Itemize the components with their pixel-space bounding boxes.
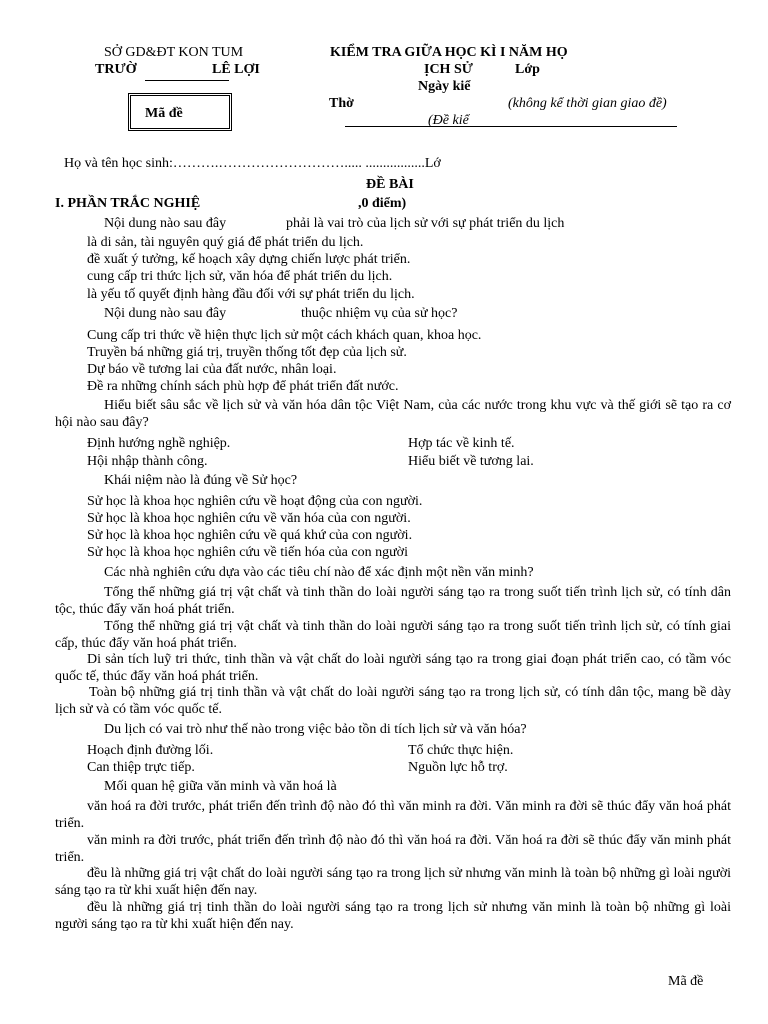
exam-grade-label: Lớp: [515, 62, 540, 77]
q2-option: Truyền bá những giá trị, truyền thống tốt đẹp của lịch sử.: [87, 345, 407, 360]
q5-option: Di sản tích luỹ tri thức, tinh thần và vật chất do loài người sáng tạo ra trong giai đoạn phát triển cao, có tầm vóc quốc tế, thúc đẩy văn hoá phát triển.: [55, 652, 731, 684]
student-info-line: Họ và tên học sinh:……….………………………..... .................Lớ: [64, 156, 441, 171]
q1-stem-end: phải là vai trò của lịch sử với sự phát triển du lịch: [286, 216, 565, 231]
q6-option: Nguồn lực hỗ trợ.: [408, 760, 508, 775]
q2-option: Dự báo về tương lai của đất nước, nhân loại.: [87, 362, 337, 377]
school-prefix: TRƯỜ: [95, 62, 137, 77]
q3-option: Hội nhập thành công.: [87, 454, 208, 469]
school-name: LÊ LỢI: [212, 62, 260, 77]
department-name: SỞ GD&ĐT KON TUM: [104, 45, 244, 60]
q4-option: Sử học là khoa học nghiên cứu về văn hóa của con người.: [87, 511, 411, 526]
exam-code-label: Mã đề: [145, 106, 183, 121]
exam-subject: ỊCH SỬ: [424, 62, 473, 77]
q4-option: Sử học là khoa học nghiên cứu về hoạt động của con người.: [87, 494, 423, 509]
q1-option: là yếu tố quyết định hàng đầu đối với sự phát triển du lịch.: [87, 287, 415, 302]
q1-option: đề xuất ý tưởng, kế hoạch xây dựng chiến lược phát triển.: [87, 252, 411, 267]
q5-stem: Các nhà nghiên cứu dựa vào các tiêu chí nào để xác định một nền văn minh?: [104, 565, 534, 580]
q5-option: Tổng thể những giá trị vật chất và tinh thần do loài người sáng tạo ra trong suốt tiến trình lịch sử, có tính giai cấp, thúc đẩy văn hoá phát triển.: [55, 619, 731, 651]
q5-option: Toàn bộ những giá trị tinh thần và vật chất do loài người sáng tạo ra trong lịch sử, có tính dân tộc, mang bề dày lịch sử và có tầm vóc quốc tế.: [55, 685, 731, 717]
q1-option: là di sản, tài nguyên quý giá để phát triển du lịch.: [87, 235, 364, 250]
q2-stem-start: Nội dung nào sau đây: [104, 306, 227, 321]
q6-option: Tổ chức thực hiện.: [408, 743, 514, 758]
exam-heading: ĐỀ BÀI: [366, 177, 414, 192]
exam-title: KIỂM TRA GIỮA HỌC KÌ I NĂM HỌ: [330, 45, 568, 60]
footer-exam-code: Mã đề: [668, 974, 704, 989]
q3-option: Định hướng nghề nghiệp.: [87, 436, 231, 451]
q1-option: cung cấp tri thức lịch sử, văn hóa để phát triển du lịch.: [87, 269, 393, 284]
q3-option: Hợp tác về kinh tế.: [408, 436, 515, 451]
q2-option: Đề ra những chính sách phù hợp để phát triển đất nước.: [87, 379, 399, 394]
section-title: I. PHẦN TRẮC NGHIỆ: [55, 196, 201, 211]
exam-time-note: (không kể thời gian giao đề): [508, 96, 667, 111]
q2-stem-end: thuộc nhiệm vụ của sử học?: [301, 306, 458, 321]
q2-option: Cung cấp tri thức về hiện thực lịch sử một cách khách quan, khoa học.: [87, 328, 482, 343]
exam-date-label: Ngày kiể: [418, 79, 471, 94]
q6-option: Hoạch định đường lối.: [87, 743, 214, 758]
q6-stem: Du lịch có vai trò như thế nào trong việc bảo tồn di tích lịch sử và văn hóa?: [104, 722, 527, 737]
exam-pages-note: (Đề kiể: [428, 113, 469, 128]
q6-option: Can thiệp trực tiếp.: [87, 760, 195, 775]
q1-stem-start: Nội dung nào sau đây: [104, 216, 227, 231]
q7-option: văn hoá ra đời trước, phát triển đến trình độ nào đó thì văn minh ra đời. Văn minh ra đời sẽ thúc đẩy văn hoá phát triển.: [55, 799, 731, 831]
q5-option: Tổng thể những giá trị vật chất và tinh thần do loài người sáng tạo ra trong suốt tiến trình lịch sử, có tính dân tộc, thúc đẩy văn hoá phát triển.: [55, 585, 731, 617]
q7-stem: Mối quan hệ giữa văn minh và văn hoá là: [104, 779, 337, 794]
q7-option: đều là những giá trị tinh thần do loài người sáng tạo ra trong lịch sử nhưng văn minh là toàn bộ những gì loài người sáng tạo ra từ khi xuất hiện đến nay.: [55, 900, 731, 932]
q4-stem: Khái niệm nào là đúng về Sử học?: [104, 473, 298, 488]
q7-option: đều là những giá trị vật chất do loài người sáng tạo ra trong lịch sử nhưng văn minh là toàn bộ những gì loài người sáng tạo ra từ khi xuất hiện đến nay.: [55, 866, 731, 898]
header-divider: [345, 126, 677, 127]
header-underline: [145, 80, 229, 81]
q4-option: Sử học là khoa học nghiên cứu về quá khứ của con người.: [87, 528, 413, 543]
q3-option: Hiểu biết về tương lai.: [408, 454, 534, 469]
exam-time-label: Thờ: [329, 96, 354, 111]
q3-stem: Hiểu biết sâu sắc về lịch sử và văn hóa dân tộc Việt Nam, của các nước trong khu vực và thế giới sẽ tạo ra cơ hội nào sau đây?: [55, 398, 731, 430]
section-points: ,0 điểm): [358, 196, 407, 211]
q7-option: văn minh ra đời trước, phát triển đến trình độ nào đó thì văn hoá ra đời. Văn hoá ra đời sẽ thúc đẩy văn minh phát triển.: [55, 833, 731, 865]
exam-code-box: [128, 93, 232, 131]
q4-option: Sử học là khoa học nghiên cứu về tiến hóa của con người: [87, 545, 408, 560]
